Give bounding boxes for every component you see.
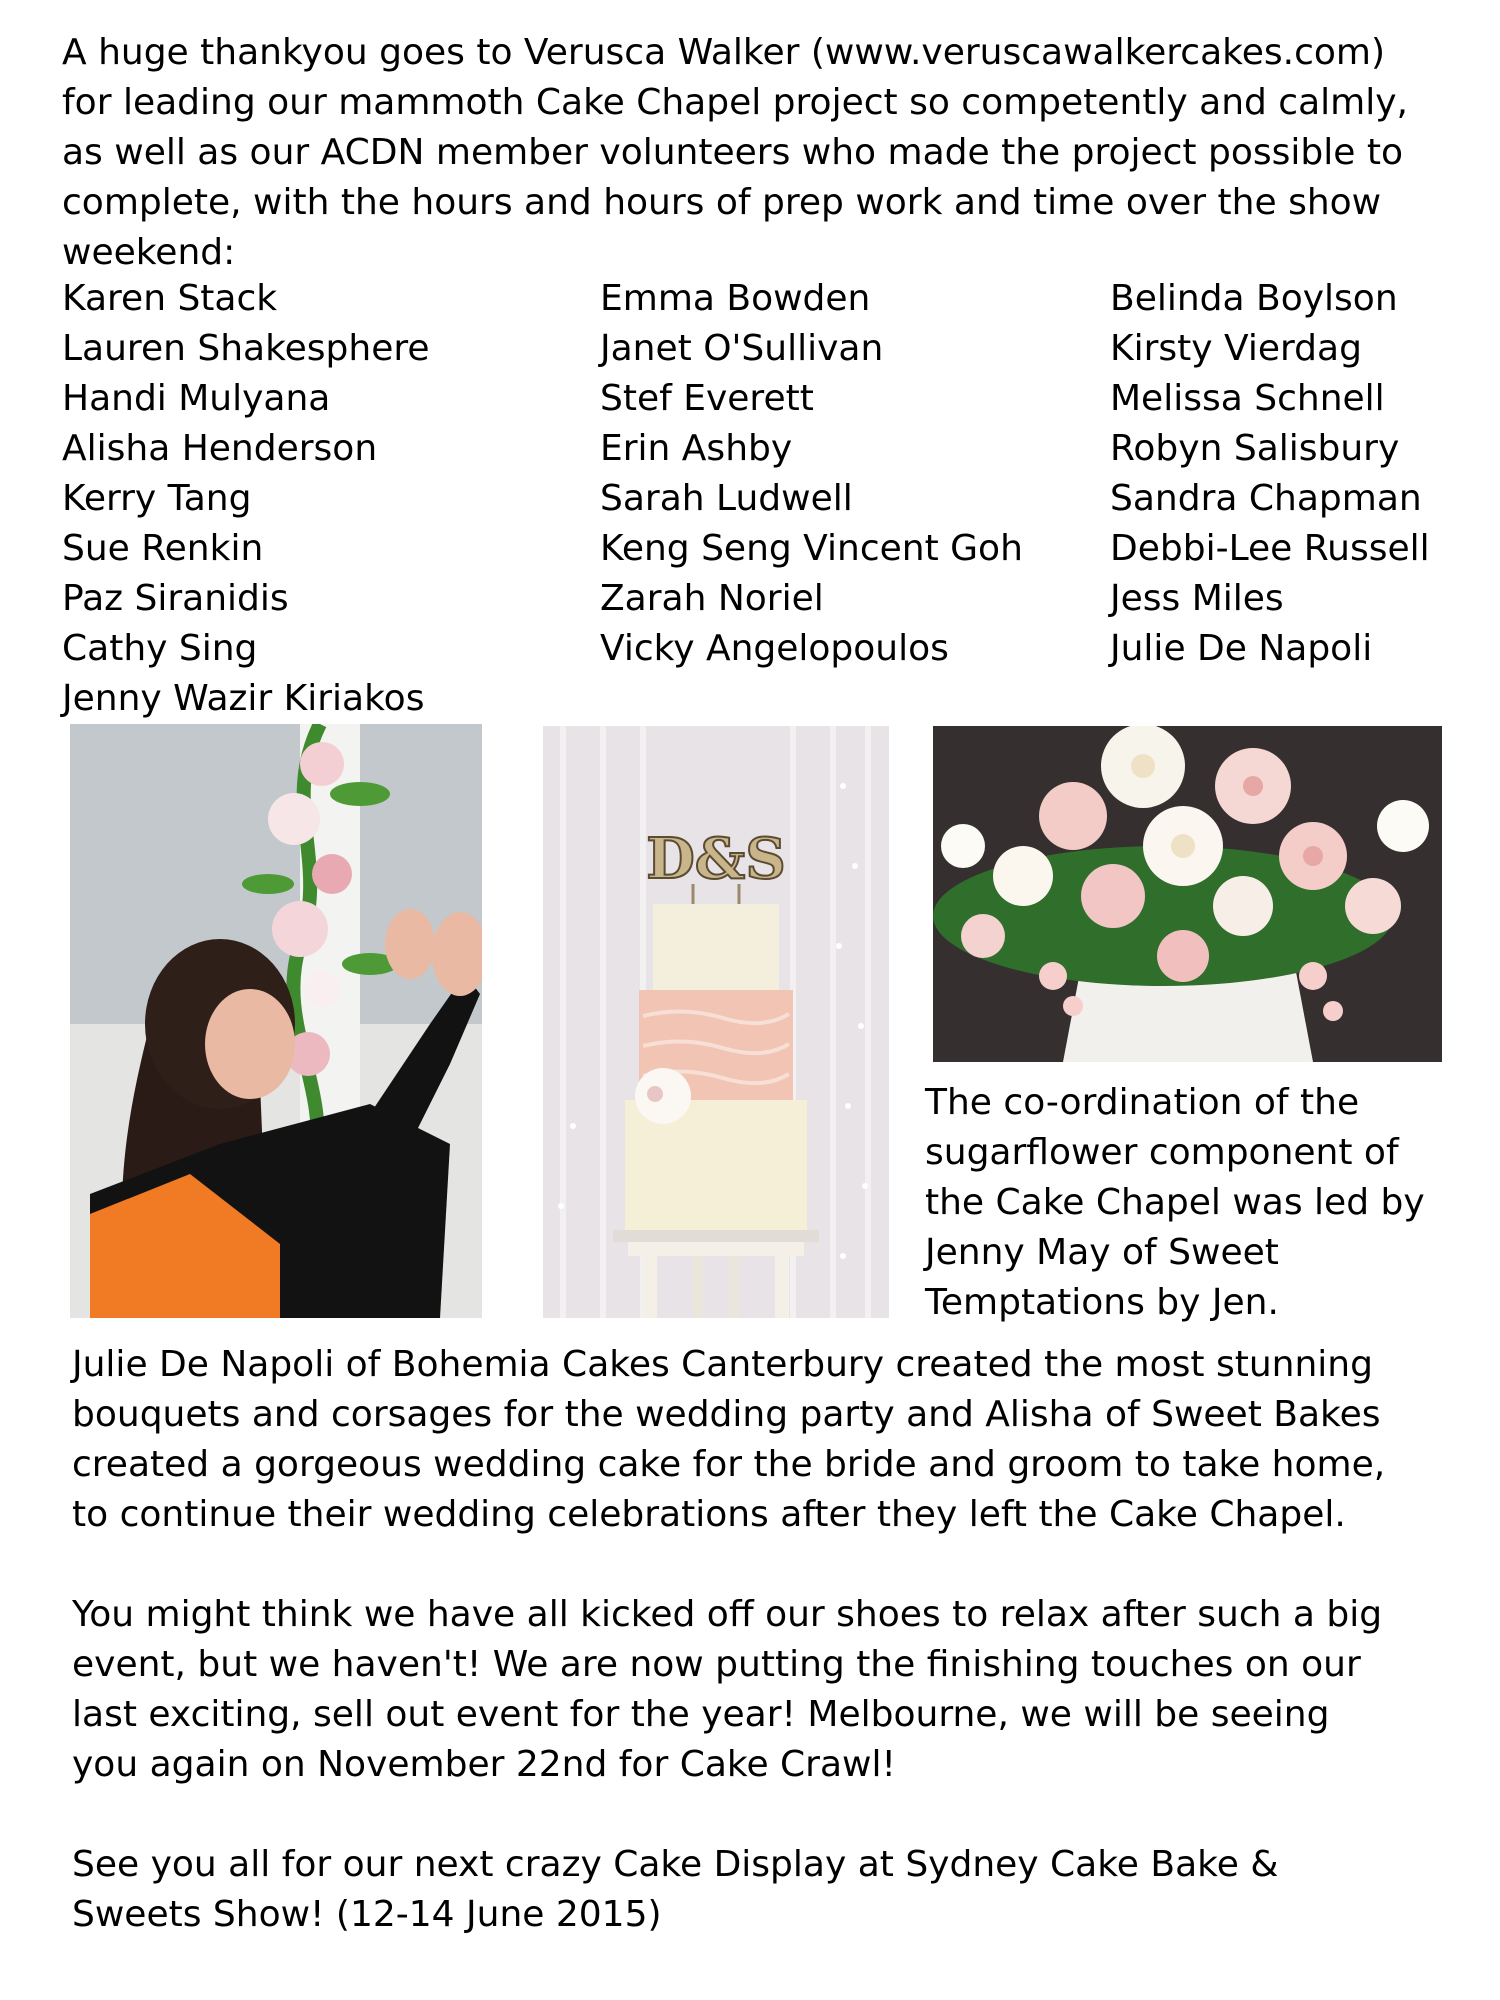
bouquets-paragraph: Julie De Napoli of Bohemia Cakes Canterbury created the most stunning bouquets and corsages for the wedding party and Alisha of Sweet Bakes created a gorgeous wedding cake for the bride and groom to take home, to continue their wedding celebrations after they left the Cake Chapel. <box>72 1344 1386 1535</box>
volunteer-name: Stef Everett <box>600 378 814 419</box>
volunteer-name: Alisha Henderson <box>62 428 378 469</box>
volunteer-name: Cathy Sing <box>62 628 258 669</box>
volunteer-name: Sandra Chapman <box>1110 478 1422 519</box>
volunteer-name: Jenny Wazir Kiriakos <box>62 678 425 719</box>
volunteer-name: Kirsty Vierdag <box>1110 328 1362 369</box>
volunteer-name: Keng Seng Vincent Goh <box>600 528 1023 569</box>
volunteer-name: Melissa Schnell <box>1110 378 1385 419</box>
volunteer-list-column-2 <box>600 274 1023 674</box>
volunteer-name: Jess Miles <box>1110 578 1284 619</box>
cake-crawl-paragraph: You might think we have all kicked off our shoes to relax after such a big event, but we haven't! We are now putting the finishing touches on our last exciting, sell out event for the year! Melbourne, we will be seeing you again on November 22nd for Cake Crawl! <box>72 1594 1383 1785</box>
volunteer-name: Janet O'Sullivan <box>600 328 884 369</box>
volunteer-name: Robyn Salisbury <box>1110 428 1400 469</box>
volunteer-name: Debbi-Lee Russell <box>1110 528 1430 569</box>
volunteer-name: Handi Mulyana <box>62 378 331 419</box>
intro-paragraph: A huge thankyou goes to Verusca Walker (www.veruscawalkercakes.com) for leading our mammoth Cake Chapel project so competently and calmly, as well as our ACDN member volunteers who made the project possible to complete, with the hours and hours of prep work and time over the show weekend: <box>62 32 1408 273</box>
volunteer-list-column-1 <box>62 274 430 724</box>
next-display-paragraph: See you all for our next crazy Cake Display at Sydney Cake Bake & Sweets Show! (12-14 June 2015) <box>72 1844 1279 1935</box>
volunteer-arranging-flowers-photo <box>70 724 482 1318</box>
three-tier-wedding-cake-photo <box>543 726 889 1318</box>
volunteer-name: Vicky Angelopoulos <box>600 628 949 669</box>
sugarflower-caption: The co-ordination of the sugarflower component of the Cake Chapel was led by Jenny May of Sweet Temptations by Jen. <box>925 1082 1425 1323</box>
volunteer-name: Paz Siranidis <box>62 578 289 619</box>
volunteer-name: Karen Stack <box>62 278 278 319</box>
volunteer-name: Sarah Ludwell <box>600 478 853 519</box>
volunteer-name: Emma Bowden <box>600 278 871 319</box>
volunteer-name: Sue Renkin <box>62 528 264 569</box>
volunteer-list-column-3 <box>1110 274 1430 674</box>
volunteer-name: Kerry Tang <box>62 478 252 519</box>
volunteer-name: Julie De Napoli <box>1110 628 1373 669</box>
volunteer-name: Belinda Boylson <box>1110 278 1398 319</box>
volunteer-name: Erin Ashby <box>600 428 793 469</box>
sugarflower-arrangement-photo <box>933 726 1442 1062</box>
cake-topper-text: D&S <box>646 826 786 892</box>
volunteer-name: Zarah Noriel <box>600 578 824 619</box>
volunteer-name: Lauren Shakesphere <box>62 328 430 369</box>
